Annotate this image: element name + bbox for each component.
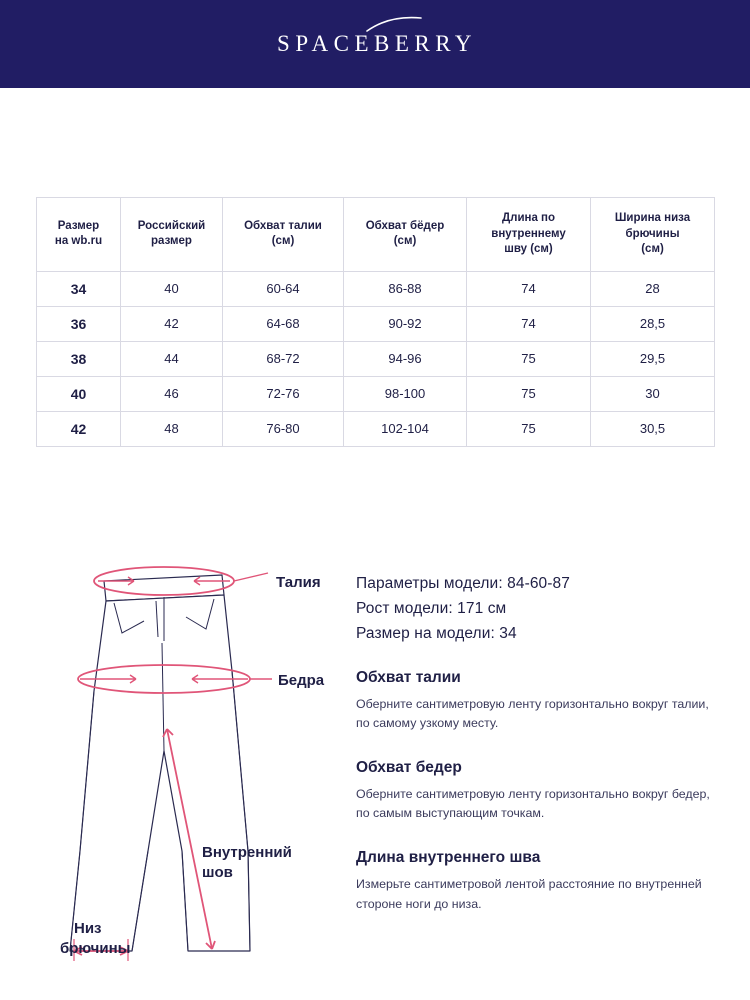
- brand-logo: [273, 31, 477, 57]
- table-header-cell: Обхват бёдер (см): [344, 198, 467, 272]
- table-cell: 46: [121, 376, 223, 411]
- brand-name: SPACEBERRY: [277, 31, 477, 56]
- table-row: [37, 271, 715, 306]
- label-hem-line2: брючины: [60, 939, 131, 957]
- instruction-title: Обхват бедер: [356, 758, 462, 776]
- size-table-container: [36, 197, 714, 447]
- table-cell: 75: [467, 376, 591, 411]
- table-row: [37, 341, 715, 376]
- table-cell: 86-88: [344, 271, 467, 306]
- label-hips: Бедра: [278, 671, 325, 689]
- table-cell: 72-76: [223, 376, 344, 411]
- table-cell: 30: [591, 376, 715, 411]
- table-cell: 74: [467, 271, 591, 306]
- instruction-inseam: [356, 849, 714, 913]
- table-cell: 48: [121, 411, 223, 446]
- table-cell: 64-68: [223, 306, 344, 341]
- table-cell: 38: [37, 341, 121, 376]
- table-cell: 76-80: [223, 411, 344, 446]
- table-cell: 68-72: [223, 341, 344, 376]
- table-header-cell: Ширина низа брючины (см): [591, 198, 715, 272]
- instruction-title: Обхват талии: [356, 668, 461, 686]
- table-header-cell: Длина по внутреннему шву (см): [467, 198, 591, 272]
- table-cell: 40: [121, 271, 223, 306]
- instruction-hips: [356, 759, 714, 823]
- table-header-cell: Обхват талии (см): [223, 198, 344, 272]
- table-row: [37, 306, 715, 341]
- table-cell: 28,5: [591, 306, 715, 341]
- table-cell: 40: [37, 376, 121, 411]
- table-cell: 75: [467, 341, 591, 376]
- table-cell: 42: [37, 411, 121, 446]
- table-header-cell: Размер на wb.ru: [37, 198, 121, 272]
- trousers-diagram: [36, 551, 352, 976]
- table-header-cell: Российский размер: [121, 198, 223, 272]
- model-params: Параметры модели: 84-60-87: [356, 574, 570, 592]
- model-size: Размер на модели: 34: [356, 624, 517, 642]
- label-hem-line1: Низ: [74, 919, 102, 937]
- label-inseam-line2: шов: [202, 863, 233, 881]
- table-cell: 60-64: [223, 271, 344, 306]
- table-row: [37, 411, 715, 446]
- table-cell: 98-100: [344, 376, 467, 411]
- table-cell: 42: [121, 306, 223, 341]
- table-cell: 44: [121, 341, 223, 376]
- size-table: [36, 197, 715, 447]
- swoosh-icon: [365, 15, 425, 33]
- label-waist: Талия: [276, 573, 321, 591]
- instruction-title: Длина внутреннего шва: [356, 849, 541, 867]
- instruction-text: Оберните сантиметровую ленту горизонтально вокруг бедер, по самым выступающим точкам.: [356, 786, 710, 821]
- table-cell: 75: [467, 411, 591, 446]
- table-cell: 102-104: [344, 411, 467, 446]
- measurement-info: [352, 551, 714, 976]
- table-cell: 29,5: [591, 341, 715, 376]
- instruction-text: Оберните сантиметровую ленту горизонтально вокруг талии, по самому узкому месту.: [356, 696, 709, 730]
- instruction-waist: [356, 669, 714, 733]
- instruction-text: Измерьте сантиметровой лентой расстояние по внутренней стороне ноги до низа.: [356, 877, 702, 911]
- table-cell: 94-96: [344, 341, 467, 376]
- table-header-row: [37, 198, 715, 272]
- table-cell: 28: [591, 271, 715, 306]
- table-cell: 74: [467, 306, 591, 341]
- table-cell: 30,5: [591, 411, 715, 446]
- page-header: [0, 0, 750, 88]
- measurement-guide-section: [0, 551, 750, 976]
- label-inseam-line1: Внутренний: [202, 843, 292, 861]
- trousers-illustration-svg: [36, 551, 352, 971]
- table-cell: 36: [37, 306, 121, 341]
- table-cell: 90-92: [344, 306, 467, 341]
- table-cell: 34: [37, 271, 121, 306]
- model-height: Рост модели: 171 см: [356, 599, 507, 617]
- table-row: [37, 376, 715, 411]
